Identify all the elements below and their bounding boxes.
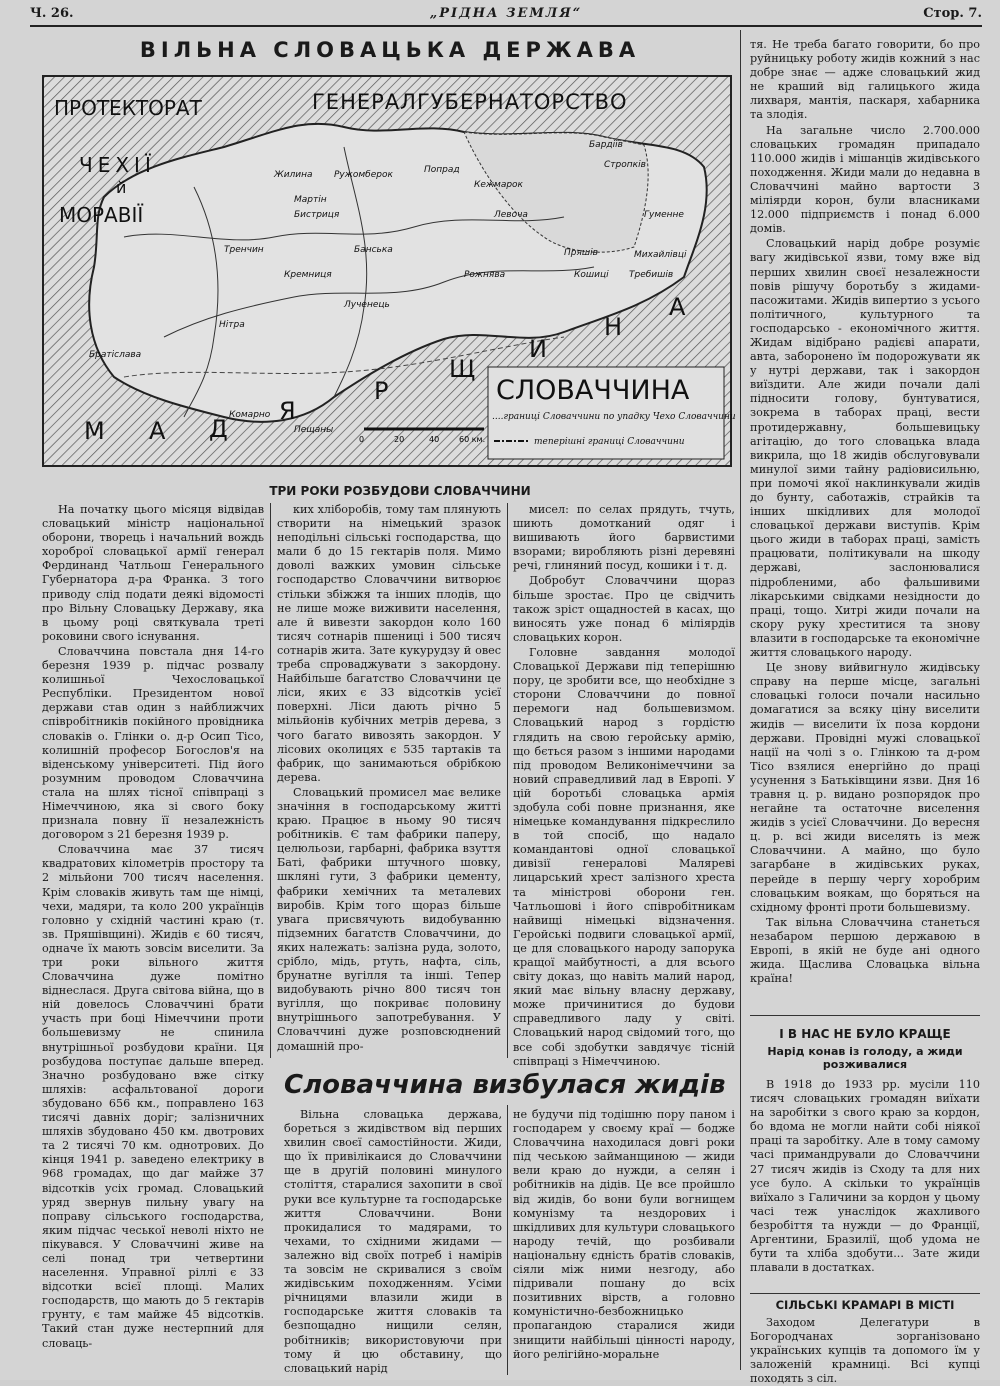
paragraph: Добробут Словаччини щораз більше зростає. Про це свідчить також зріст ощадностей в касах, що виносять уже понад 6 міліярдів словацьких корон. xyxy=(513,574,735,644)
map-label-moravii: МОРАВІЇ xyxy=(59,203,144,227)
map-legend-title: СЛОВАЧЧИНА xyxy=(496,375,690,406)
svg-text:Кремниця: Кремниця xyxy=(284,270,332,280)
svg-text:Кошиці: Кошиці xyxy=(574,270,609,280)
section-title-3: СІЛЬСЬКІ КРАМАРІ В МІСТІ xyxy=(775,1298,955,1312)
page-number: Стор. 7. xyxy=(923,6,982,21)
svg-text:Бистриця: Бистриця xyxy=(294,210,340,220)
svg-text:Нітра: Нітра xyxy=(219,320,245,330)
svg-text:Мартін: Мартін xyxy=(294,195,327,205)
article-column-4 xyxy=(750,38,980,1008)
article-subtitle: ТРИ РОКИ РОЗБУДОВИ СЛОВАЧЧИНИ xyxy=(269,484,531,498)
svg-text:М: М xyxy=(84,417,107,445)
svg-text:Д: Д xyxy=(209,415,230,443)
svg-text:Бардіїв: Бардіїв xyxy=(589,140,623,150)
section-title-2: І В НАС НЕ БУЛО КРАЩЕ xyxy=(779,1027,951,1041)
svg-text:Кежмарок: Кежмарок xyxy=(474,180,523,190)
svg-text:Братіслава: Братіслава xyxy=(89,350,142,360)
svg-text:60 км.: 60 км. xyxy=(459,435,486,444)
section-2-body xyxy=(750,1078,980,1288)
svg-text:Р: Р xyxy=(374,377,391,405)
svg-text:Пещаны: Пещаны xyxy=(294,425,334,435)
map-label-y: й xyxy=(116,178,127,197)
paragraph: ких хліборобів, тому там плянують створити на німецький зразок неподільні сільські господарства, що мали б до 15 гектарів поля. Мимо доволі важких умовин сільське господарство Словаччини витворює стільки збіжжя та інших плодів, що не лише може виживити населення, але й вивезти закордон коло 160 тисяч сотнарів пшениці і 500 тисяч сотнарів жита. Зате кукурудзу й овес треба спроваджувати з закордону. Найбільше багатство Словаччини це ліси, яких є 33 відсотків усієї поверхні. Ліси дають річно 5 мільйонів кубічних метрів дерева, з чого багато вивозять закордон. У лісових околицях є 535 тартаків та фабрик, що занимаються обрібкою дерева. xyxy=(277,503,501,784)
svg-text:0: 0 xyxy=(359,435,365,444)
section-divider xyxy=(750,1293,980,1294)
column-divider xyxy=(507,1105,508,1375)
map-legend-item-old-border: ....границі Словаччини по упадку Чехо Словаччини xyxy=(492,412,736,422)
column-divider xyxy=(740,30,741,1370)
svg-text:Я: Я xyxy=(279,397,298,425)
svg-text:Рожнява: Рожнява xyxy=(464,270,506,280)
svg-text:Лученець: Лученець xyxy=(344,300,390,310)
paragraph: Словаччина повстала дня 14-го березня 1939 р. підчас розвалу колишньої Чехословацької Республіки. Президентом нової держави став один з найближчих співробітників покійного провідника словаків о. Глінки о. д-р Осип Тісо, колишній професор Богослов'я на віденському університеті. Під його розумним проводом Словаччина стала на шлях тісної співпраці з Німеччиною, яка зі свого боку признала повну її незалежність договором з 21 березня 1939 р. xyxy=(42,644,264,842)
article-column-2 xyxy=(277,503,501,1059)
svg-text:Стропків: Стропків xyxy=(604,160,646,170)
paragraph: Це знову вийвигнуло жидівську справу на перше місце, загальні словацькі голоси почали насильно домагатися за всяку ціну виселити жидів — виселити їх поза кордони держави. Провідні мужі словацької нації на чолі з о. Глінкою та д-ром Тісо взялися енергійно до праці усунення з Батьківщини язви. Дня 16 травня ц. р. видано розпорядок про негайне та остаточне виселення жидів з усієї Словаччини. До вересня ц. р. всі жиди виселять із меж Словаччини. А майно, що було загарбане в жидівських руках, перейде в першу чергу хоробрим словацьким воякам, що боряться на східному фронті проти большевизму. xyxy=(750,661,980,914)
page-header xyxy=(30,6,982,24)
svg-text:Комарно: Комарно xyxy=(229,410,271,420)
map-label-chekhii: ЧЕХІЇ xyxy=(79,153,156,177)
svg-text:Гуменне: Гуменне xyxy=(644,210,684,220)
header-rule xyxy=(30,25,982,27)
svg-text:А: А xyxy=(149,417,168,445)
paragraph: Так вільна Словаччина станеться незабаром першою державою в Европі, в якій не буде ані одного жида. Щаслива Словацька вільна країна! xyxy=(750,915,980,986)
section-3-body xyxy=(750,1316,980,1386)
paragraph: В 1918 до 1933 рр. мусіли 110 тисяч словацьких громадян виїхати на заробітки з свого краю за кордон, бо вдома не могли найти собі ніякої праці та заробітку. Але в тому самому часі примандрували до Словаччини 27 тисяч жидів із Сходу та для них усе було. А скільки то українців виїхало з Галичини за кордон у цьому часі теж унаслідок жахливого безробіття та нужди — до Франції, Аргентини, Бразилії, щоб удома не бути та хліба здобути... Зате жиди плавали в достатках. xyxy=(750,1078,980,1275)
svg-text:Н: Н xyxy=(604,313,625,341)
article-headline: Словаччина визбулася жидів xyxy=(284,1070,726,1100)
slovakia-map xyxy=(42,75,736,467)
svg-text:Ружомберок: Ружомберок xyxy=(334,170,393,180)
paragraph: На початку цього місяця відвідав словацький міністр національної оборони, творець і начальний вождь хороброї словацької армії генерал Фердинанд Чатльош Генерального Губернатора д-ра Франка. З того приводу слід подати деякі відомості про Вільну Словацьку Державу, яка в цьому році святкувала треті роковини свого існування. xyxy=(42,503,264,643)
paragraph: мисел: по селах прядуть, тчуть, шиють домотканий одяг і вишивають його барвистими взорами; виробляють різні деревяні речі, глиняний посуд, кошики і т. д. xyxy=(513,503,735,573)
svg-text:Тренчин: Тренчин xyxy=(224,245,264,255)
paragraph: Словацький промисел має велике значіння в господарському житті краю. Працює в ньому 90 тисяч робітників. Є там фабрики паперу, целюльози, гарбарні, фабрика взуття Баті, фабрики штучного шовку, шкляні гути, 3 фабрики цементу, фабрики хемічних та металевих виробів. Крім того щораз більше увага присвячують видобуванню підземних багатств Словаччини, до яких належать: залізна руда, золото, срібло, мідь, ртуть, нафта, сіль, брунатне вугілля та інші. Тепер видобувають річно 800 тисяч тон вугілля, що покриває половину внутрішнього запотребування. У Словаччині дуже розповсюднений домашній про- xyxy=(277,785,501,1053)
map-label-general-government: ГЕНЕРАЛГУБЕРНАТОРСТВО xyxy=(312,90,628,114)
svg-text:Банська: Банська xyxy=(354,245,393,255)
paragraph: Заходом Делегатури в Богородчанах зорганізовано українських купців та допомого їм у заложеній крамниці. Всі купці походять з сіл. xyxy=(750,1316,980,1386)
issue-number: Ч. 26. xyxy=(30,6,74,21)
article-column-3b xyxy=(513,1108,735,1374)
newspaper-name: „РІДНА ЗЕМЛЯ“ xyxy=(429,6,583,21)
map-graphic xyxy=(44,77,736,465)
section-divider xyxy=(750,1015,980,1016)
svg-text:Попрад: Попрад xyxy=(424,165,460,175)
svg-text:А: А xyxy=(669,293,688,321)
svg-text:И: И xyxy=(529,335,549,363)
paragraph: Словацький нарід добре розуміє вагу жидівської язви, тому вже від перших хвилин своєї незалежности повів рішучу боротьбу з жидами-пасожитами. Жидів випертио з усього політичного, культурного та господарсько - економічного життя. Жидам відібрано радієві апарати, авта, заборонено їм подорожувати як у нутрі держави, так і закордон виїздити. Але жиди почали далі підносити голову, бунтуватися, зокрема в таборах праці, вести протидержавну, большевицьку агітацію, до того словацька влада викрила, що 18 жидів обслуговували минулої зими тайну радіовисильню, при помочі якої наклинкували жидів до бунту, саботажів, страйків та інших шкідливих для молодої словацької держави виступів. Крім цього жиди в таборах праці, замість працювати, політикували на шкоду державі, заслонювалися підробленими, або фальшивими лікарськими свідками незідности до праці, тощо. Хитрі жиди почали на скору руку хреститися та знову влазити в господарське та економічне життя словацького народу. xyxy=(750,237,980,660)
section-subtitle-2: Нарід конав із голоду, а жиди розживалися xyxy=(767,1045,963,1071)
paragraph: На загальне число 2.700.000 словацьких громадян припадало 110.000 жидів і мішанців жидівського походження. Жиди мали до недавна в Словаччині майно вартости 3 міліярди корон, були власниками 12.000 підприємств і понад 6.000 домів. xyxy=(750,123,980,236)
column-divider xyxy=(507,503,508,1058)
map-label-protectorate: ПРОТЕКТОРАТ xyxy=(54,96,202,120)
paragraph: тя. Не треба багато говорити, бо про руйницьку роботу жидів кожний з нас добре знає — адже словацький жид не краший від галицького жида лихваря, мантія, паскаря, хабарника та злодія. xyxy=(750,38,980,122)
paragraph: не будучи під тодішню пору паном і господарем у своєму краї — бодже Словаччина находилася довгі роки під чеською займанщиною — жиди вели краю до нужди, а селян і робітників на дідів. Це все пройшло від жидів, бо вони були вогнищем комунізму та нездорових і шкідливих для культури словацького народу течій, що розбивали національну єдність братів словаків, сіяли між ними незгоду, або підривали пошану до всіх позитивних вірств, а головно комуністично-безбожницько пропагандою старалися жиди знищити найбільші цінності народу, його релігійно-моральне xyxy=(513,1108,735,1361)
svg-text:Михайлівці: Михайлівці xyxy=(634,250,687,260)
article-column-2b xyxy=(284,1108,502,1374)
article-column-3 xyxy=(513,503,735,1068)
svg-text:20: 20 xyxy=(394,435,405,444)
article-column-1 xyxy=(42,503,264,1373)
paragraph: Вільна словацька держава, бореться з жидівством від перших хвилин своєї самостійности. Жиди, що їх привілікаися до Словаччини ще в другій половині минулого століття, старалися захопити в свої руки все культурне та господарське життя Словаччини. Вони прокидалися то мадярами, то чехами, то східними жидами — залежно від своїх потреб і намірів та зовсім не скривалися з своїм жидівським походженням. Усіми річницями влазили жиди в господарське життя словаків та безпощадно нищили селян, робітників; використовуючи при тому й цю обставину, що словацький нарід xyxy=(284,1108,502,1375)
svg-text:Левоча: Левоча xyxy=(494,210,528,220)
map-legend-item-current-border: теперішні границі Словаччини xyxy=(534,437,685,447)
svg-text:Жилина: Жилина xyxy=(274,170,313,180)
svg-text:40: 40 xyxy=(429,435,440,444)
svg-text:Пряшів: Пряшів xyxy=(564,248,598,258)
svg-text:Щ: Щ xyxy=(449,355,478,383)
main-title: ВІЛЬНА СЛОВАЦЬКА ДЕРЖАВА xyxy=(139,38,641,62)
svg-text:Требишів: Требишів xyxy=(629,270,674,280)
paragraph: Головне завдання молодої Словацької Держави під теперішню пору, це зробити все, що необхідне з сторони Словаччини до повної перемоги над большевизмом. Словацький народ з гордістю глядить на свою геройську армію, що бється разом з іншими народами під проводом Великонімеччини за новий справедливий лад в Европі. У цій боротьбі словацька армія здобула собі повне признання, яке німецьке командування підкреслило в той спосіб, що надало командантові одної словацької дивізії генералові Маляреві лицарський хрест залізного хреста та міністрові оборони ген. Чатльошові і його співробітникам найвищі німецькі відзначення. Геройські подвиги словацької армії, це для словацького народу запорука кращої майбутності, а для всього світу доказ, що навіть малий народ, який має вільну власну державу, може причинитися до будови справедливого ладу у світі. Словацький народ свідомий того, що все собі здобутки завдячує тісній співпраці з Німеччиною. xyxy=(513,645,735,1068)
column-divider xyxy=(270,503,271,1058)
paragraph: Словаччина має 37 тисяч квадратових кілометрів простору та 2 мільйони 700 тисяч населення. Крім словаків живуть там ще німці, чехи, мадяри, та коло 200 українців головно у східній частині краю (т. зв. Пряшівщині). Жидів є 60 тисяч, одначе їх мають зовсім виселити. За три роки вільного життя Словаччина дуже помітно віднеслася. Друга світова війна, що в ній довелось Словаччині брати участь при боці Німеччини проти большевизму не спинила внутрішньої розбудови країни. Ця розбудова поступає дальше вперед. Значно розбудовано вже сітку шляхів: асфальтованої дороги збудовано 656 км., поправлено 163 тисячі давніх доріг; залізничних шляхів збудовано 450 км. двотрових та 2 тисячі 70 км. однотрових. До кінця 1941 р. заведено електрику в 968 громадах, що даг майже 37 відсотків усіх громад. Словацький уряд звернув пильну увагу на поправу сільського господарства, яким підчас чеської неволі ніхто не пікувався. У Словаччині живе на селі понад три четвертини населення. Управної ріллі є 33 відсотки всієї площі. Малих господарств, що мають до 5 гектарів грунту, є там майже 45 відсотків. Такий стан дуже нестерпний для словаць- xyxy=(42,843,264,1350)
